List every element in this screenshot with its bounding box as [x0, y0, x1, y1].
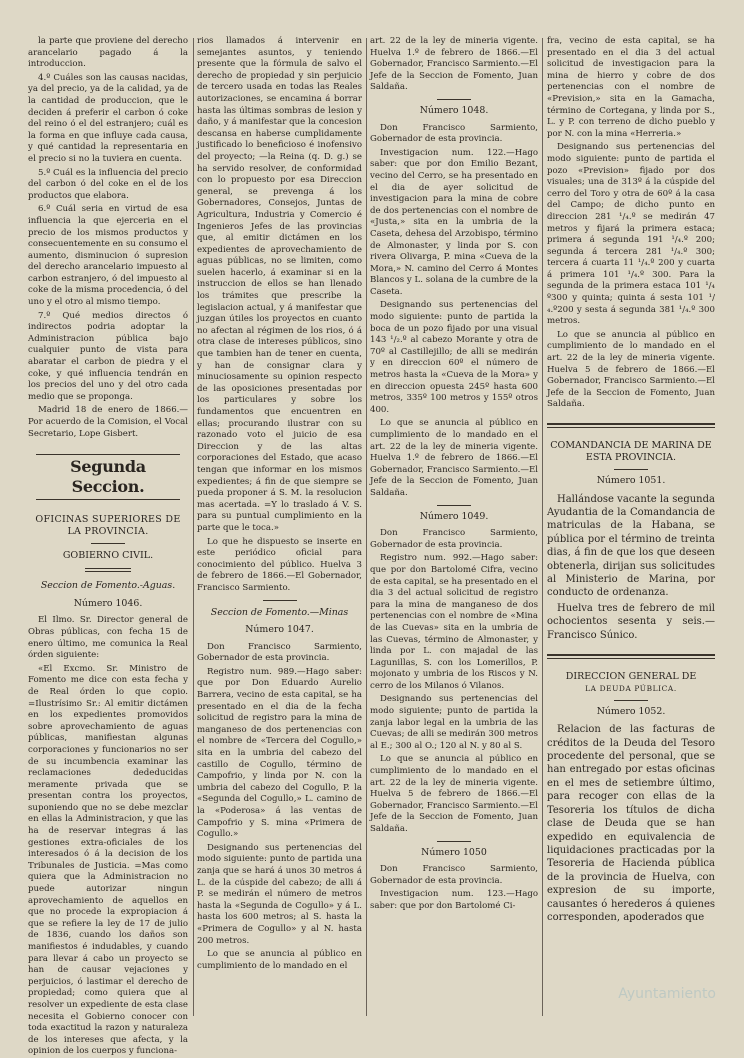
paragraph: Huelva tres de febrero de mil ochocientos sesenta y seis.—Francisco Súnico. — [547, 602, 715, 641]
paragraph: Lo que se anuncia al público en cumplimiento de lo mandado en el art. 22 de la ley de mineria vigente. Huelva 1.º de febrero de 1866.—El Gobernador, Francisco Sarmiento.—El Jefe de la Seccion de Fomento, Juan Saldaña. — [370, 418, 538, 498]
column-rule — [193, 38, 194, 1016]
paragraph: Registro num. 989.—Hago saber: que por Don Eduardo Aurelio Barrera, vecino de esta capital, se ha presentado en el dia de la fecha solicitud de registro para la mina de manganeso de dos pertenencias con el nombre de «Tercera del Cogullo,» sita en la umbria del cabezo del castillo de Cogullo, término de Campofrio, y linda por N. con la umbria del cabezo del Cogullo, P. la «Segunda del Cogullo,» L. camino de la «Poderosa» á las ventas de Campofrio y S. mina «Primera de Cogullo.» — [197, 666, 362, 840]
paragraph: Don Francisco Sarmiento, Gobernador de esta provincia. — [370, 122, 538, 145]
comandancia-heading: COMANDANCIA DE MARINA DE ESTA PROVINCIA. — [550, 440, 712, 463]
paragraph: Hallándose vacante la segunda Ayudantia de la Comandancia de matriculas de la Habana, se pública por el término de treinta dias, á fin de que los que deseen obtenerla, dirijan sus solicitudes al Ministerio de Marina, por conducto de ordenanza. — [547, 493, 715, 599]
paragraph: 7.º Qué medios directos ó indirectos podria adoptar la Administracion pública bajo cualquier punto de vista para abaratar el carbon de piedra y el coke, y qué influencia tendrán en los precios del uno y del otro cada medio que se proponga. — [28, 310, 188, 402]
section-rule — [547, 423, 715, 428]
paragraph: Designando sus pertenencias del modo siguiente: punto de partida el pozo «Prevision» fijado por dos visuales; una de 313º á la cúspide del cerro del Toro y otra de 60º á la casa del Campo; de dicho punto en direccion 281 ¹/₄.º se medirán 47 metros y fijará la primera estaca; primera á segunda 191 ¹/₄.º 200; segunda á tercera 281 ¹/₄.º 300; tercera á cuarta 11 ¹/₄.º 200 y cuarta á primera 101 ¹/₄.º 300. Para la segunda de la primera estaca 101 ¹/₄ º300 y quinta; quinta á sesta 101 ¹/₄.º200 y sesta á segunda 381 ¹/₄.º 300 metros. — [547, 142, 715, 327]
watermark-stamp: Ayuntamiento — [618, 986, 716, 1002]
direccion-heading: DIRECCION GENERAL DE — [565, 671, 697, 683]
section-title: Seccion de Fomento.—Minas — [210, 606, 349, 618]
paragraph: 5.º Cuál es la influencia del precio del carbon ó del coke en el de los productos que elabora. — [28, 167, 188, 201]
divider — [263, 600, 297, 601]
paragraph: Designando sus pertenencias del modo siguiente: punto de partida una zanja que se hará á unos 30 metros á L. de la cúspide del cabezo; de alli á P. se medirán el número de metros hasta la «Segunda de Cogullo» y á L. hasta los 600 metros; al S. hasta la «Primera de Cogullo» y al N. hasta 200 metros. — [197, 842, 362, 946]
column-1 — [28, 36, 188, 1057]
divider — [614, 700, 648, 701]
divider — [91, 543, 125, 544]
paragraph: Designando sus pertenencias del modo siguiente; punto de partida la zanja labor legal en la umbria de las Cuevas; de alli se medirán 300 metros al E.; 300 al O.; 120 al N. y 80 al S. — [370, 694, 538, 751]
paragraph: fra, vecino de esta capital, se ha presentado en el dia 3 del actual solicitud de investigacion para la mina de hierro y cobre de dos pertenencias con el nombre de «Prevision,» sita en la Gamacha, término de Cortegana, y linda por S., L. y P. con terreno de dicho pueblo y por N. con la mina «Herreria.» — [547, 36, 715, 139]
paragraph: art. 22 de la ley de mineria vigente. Huelva 1.º de febrero de 1866.—El Gobernador, Francisco Sarmiento.—El Jefe de la Seccion de Fomento, Juan Saldaña. — [370, 36, 538, 93]
divider — [437, 505, 471, 506]
paragraph: Investigacion num. 122.—Hago saber: que por don Emilio Bezant, vecino del Cerro, se ha presentado en el dia de ayer solicitud de investigacion para la mina de cobre de dos pertenencias con el nombre de «Justa,» sita en la umbria de la Caseta, dehesa del Arzobispo, término de Almonaster, y linda por S. con rivera Olivarga, P. mina «Cueva de la Mora,» N. camino del Cerro á Montes Blancos y L. solana de la cumbre de la Caseta. — [370, 147, 538, 297]
notice-number: Número 1049. — [419, 510, 489, 522]
notice-number: Número 1052. — [596, 705, 666, 717]
divider — [437, 99, 471, 100]
paragraph: El Ilmo. Sr. Director general de Obras públicas, con fecha 15 de enero último, me comunica la Real órden siguiente: — [28, 615, 188, 661]
paragraph: Relacion de las facturas de créditos de la Deuda del Tesoro procedente del personal, que se han entregado por estas oficinas en el mes de setiembre último, para recoger con ellas de la Tesoreria los títulos de dicha clase de Deuda que se han expedido en equivalencia de liquidaciones practicadas por la Tesoreria de Hacienda pública de la provincia de Huelva, con expresion de su importe, causantes ó herederos á quienes corresponden, apoderados que — [547, 724, 715, 923]
paragraph: Don Francisco Sarmiento, Gobernador de esta provincia. — [197, 641, 362, 664]
notice-number: Número 1048. — [419, 104, 489, 116]
paragraph: Lo que he dispuesto se inserte en este periódico oficial para conocimiento del público. Huelva 3 de febrero de 1866.—El Gobernador, Francisco Sarmiento. — [197, 536, 362, 593]
paragraph: Don Francisco Sarmiento, Gobernador de esta provincia. — [370, 528, 538, 550]
paragraph: la parte que proviene del derecho arancelario pagado á la introduccion. — [28, 36, 188, 70]
paragraph: «El Excmo. Sr. Ministro de Fomento me dice con esta fecha y de Real órden lo que copio. =Ilustrísimo Sr.: Al emitir dictámen en los expedientes promovidos sobre aprovechamiento de aguas públicas, manifiestan algunas corporaciones y funcionarios no ser de su incumbencia examinar las reclamaciones dededucidas meramente privada que se presentan contra los proyectos, suponiendo que no se debe mezclar en ellas la Administracion, y que las ha de reservar integras á las gestiones extra-oficiales de los interesados ó á la decision de los Tribunales de Justicia. =Mas como quiera que la Administracion no puede autorizar ningun aprovechamiento de aquellos en que no procede la expropiacion á que se refiere la ley de 17 de julio de 1836, cuando los daños son manifiestos é indudables, y cuando para llevar á cabo un proyecto se han de causar vejaciones y perjuicios, ó lastimar el derecho de propiedad; como quiera que al resolver un expediente de esta clase necesita el Gobierno conocer con toda exactitud la razon y naturaleza de los intereses que afecta, y la opinion de los cuerpos y funciona- — [28, 663, 188, 1057]
column-rule — [366, 38, 367, 1016]
paragraph: rios llamados á intervenir en semejantes asuntos, y teniendo presente que la fórmula de salvo el derecho de propiedad y sin perjuicio de tercero usada en todas las Reales autorizaciones, se encamina á borrar hasta las últimas sombras de lesion y daño, y á manifestar que la concesion descansa en haberse cumplidamente justificado lo beneficioso é inofensivo del proyecto; —la Reina (q. D. g.) se ha servido resolver, de conformidad con lo propuesto por esa Direccion general, se prevenga á los Gobernadores, Consejos, Juntas de Agricultura, Industria y Comercio é Ingenieros Jefes de las provincias que, al emitir dictámen en los expedientes de aprovechamiento de aguas públicas, no se limiten, como suelen hacerlo, á examinar si en la instruccion de ellos se han llenado los trámites que prescribe la legislacion actual, y á manifestar que juzgan útiles los proyectos en cuanto no afectan al régimen de los rios, ó á otra clase de intereses públicos, sino que tambien han de tener en cuenta, y han de consignar clara y minuciosamente su opinion respecto de las oposiciones presentadas por los particulares y sobre los fundamentos que encuentren en ellas; procurando ilustrar con su razonado voto el juicio de esa Direccion y de las altas corporaciones del Estado, que acaso tengan que informar en los mismos expedientes; á fin de que siempre se pueda proponer á S. M. la resolucion mas acertada. =Y lo traslado á V. S. para su puntual cumplimiento en la parte que le toca.» — [197, 36, 362, 533]
notice-number: Número 1050 — [421, 846, 487, 858]
paragraph: 4.º Cuáles son las causas nacidas, ya del precio, ya de la calidad, ya de la cantidad de produccion, que le deciden á preferir el carbon ó coke del reino ó el del estranjero; cuál es la forma en que influye cada causa, y qué cantidad la representaria en el precio si no la tuviera en cuenta. — [28, 72, 188, 164]
paragraph: Lo que se anuncia al público en cumplimiento de lo mandado en el art. 22 de la ley de mineria vigente. Huelva 5 de febrero de 1866.—El Gobernador, Francisco Sarmiento.—El Jefe de la Seccion de Fomento, Juan Saldaña. — [547, 329, 715, 410]
section-rule — [547, 654, 715, 659]
paragraph: 6.º Cuál seria en virtud de esa influencia la que ejerceria en el precio de los mismos productos y consecuentemente en su consumo el aumento, disminucion ó supresion del derecho arancelario impuesto al carbon estranjero, ó del impuesto al coke de la misma procedencia, ó del uno y el otro al mismo tiempo. — [28, 204, 188, 308]
column-4 — [547, 36, 715, 1018]
paragraph: Lo que se anuncia al público en cumplimiento de lo mandado en el art. 22 de la ley de mineria vigente. Huelva 5 de febrero de 1866.—El Gobernador, Francisco Sarmiento.—El Jefe de la Seccion de Fomento, Juan Saldaña. — [370, 754, 538, 834]
paragraph: Designando sus pertenencias del modo siguiente: punto de partida la boca de un pozo fijado por una visual 143 ¹/₂.º al cabezo Morante y otra de 70º al Castillejillo; de alli se medirán y en direccion 60º el número de metros hasta la «Cueva de la Mora» y en direccion opuesta 245º hasta 600 metros, 335º 100 metros y 155º otros 400. — [370, 300, 538, 415]
divider — [437, 841, 471, 842]
segunda-seccion-heading: Segunda Seccion. — [36, 454, 180, 500]
notice-number: Número 1051. — [596, 475, 666, 486]
sign-off: Madrid 18 de enero de 1866.—Por acuerdo de la Comision, el Vocal Secretario, Lope Gisbert. — [28, 405, 188, 439]
paragraph: Investigacion num. 123.—Hago saber: que por don Bartolomé Ci- — [370, 889, 538, 911]
gobierno-civil-heading: GOBIERNO CIVIL. — [62, 550, 154, 562]
column-2 — [197, 36, 362, 1018]
divider — [614, 469, 648, 470]
column-3 — [370, 36, 538, 1018]
direccion-subheading: LA DEUDA PÚBLICA. — [585, 684, 677, 694]
paragraph: Registro num. 992.—Hago saber: que por don Bartolomé Cifra, vecino de esta capital, se ha presentado en el dia 3 del actual solicitud de registro para la mina de manganeso de dos pertenencias con el nombre de «Mina de las Cuevas» sita en la umbria de las Cuevas, término de Almonaster, y linda por L. con majadal de las Lagunillas, S. con los Lomerillos, P. mojonato y umbria de los Riscos y N. cerro de los Milanos ó Vilanos. — [370, 553, 538, 691]
oficinas-heading: OFICINAS SUPERIORES DE LA PROVINCIA. — [35, 514, 181, 538]
paragraph: Don Francisco Sarmiento, Gobernador de esta provincia. — [370, 864, 538, 886]
notice-number: Número 1046. — [73, 597, 143, 609]
column-rule — [542, 38, 543, 1016]
double-divider — [85, 568, 131, 572]
paragraph: Lo que se anuncia al público en cumplimiento de lo mandado en el — [197, 949, 362, 971]
notice-number: Número 1047. — [245, 624, 314, 636]
section-title: Seccion de Fomento.-Aguas. — [40, 580, 176, 592]
